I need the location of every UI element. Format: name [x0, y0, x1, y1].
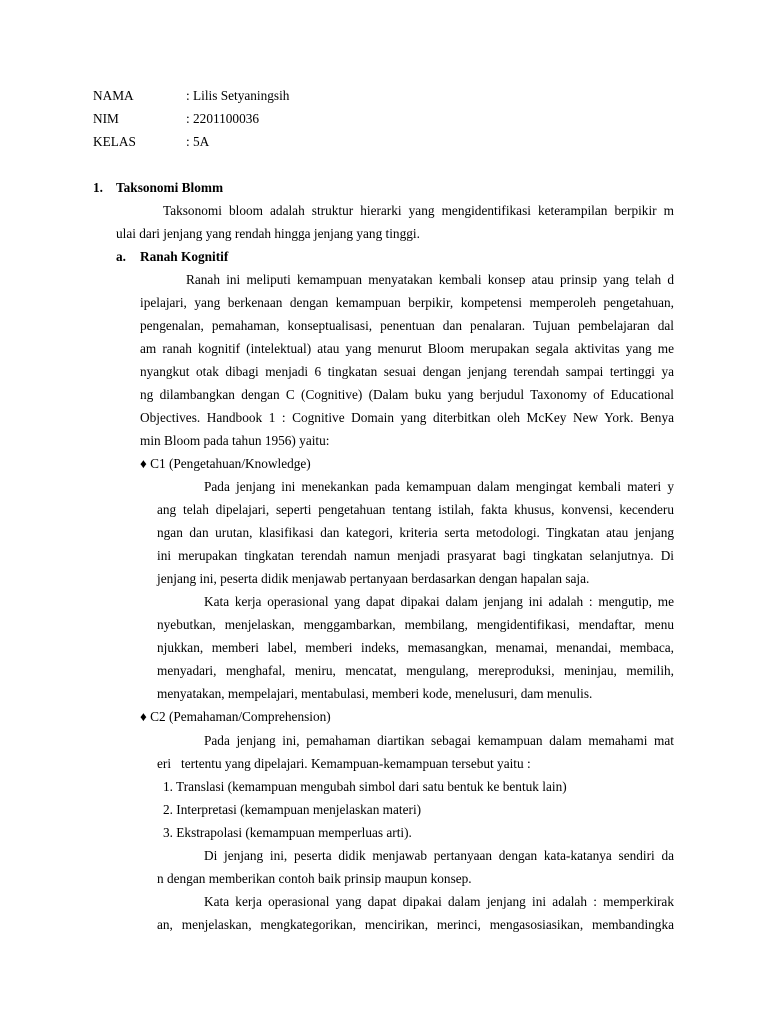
paragraph-line: min Bloom pada tahun 1956) yaitu: [140, 433, 330, 448]
paragraph-line: Pada jenjang ini, pemahaman diartikan sebagai kemampuan dalam memahami mat [204, 733, 674, 748]
paragraph-line: ng dilambangkan dengan C (Cognitive) (Dalam buku yang berjudul Taxonomy of Educational [140, 387, 674, 402]
paragraph-line: pengenalan, pemahaman, konseptualisasi, penentuan dan penalaran. Tujuan pembelajaran dal [140, 318, 674, 333]
paragraph-line: njukkan, memberi label, memberi indeks, memasangkan, menamai, menandai, membaca, [157, 640, 674, 655]
nim-value: : 2201100036 [186, 111, 260, 126]
section-number: 1. [93, 180, 103, 195]
paragraph-line: menyatakan, mempelajari, mentabulasi, memberi kode, menelusuri, dam menulis. [157, 686, 593, 701]
list-item: 1. Translasi (kemampuan mengubah simbol dari satu bentuk ke bentuk lain) [163, 779, 567, 794]
paragraph-line: menyadari, menghafal, meniru, mencatat, mengulang, mereproduksi, meninjau, memilih, [157, 663, 674, 678]
list-item: 3. Ekstrapolasi (kemampuan memperluas arti). [163, 825, 412, 840]
paragraph-line: Di jenjang ini, peserta didik menjawab pertanyaan dengan kata-katanya sendiri da [204, 848, 674, 863]
subsection-letter: a. [116, 249, 126, 264]
name-label: NAMA [93, 88, 134, 103]
paragraph-line: n dengan memberikan contoh baik prinsip maupun konsep. [157, 871, 472, 886]
paragraph-line: ngan dan urutan, klasifikasi dan kategori, kriteria serta metodologi. Tingkatan atau jenjang [157, 525, 674, 540]
c1-heading: ♦ C1 (Pengetahuan/Knowledge) [140, 456, 311, 471]
paragraph-line: jenjang ini, peserta didik menjawab pertanyaan berdasarkan dengan hapalan saja. [157, 571, 590, 586]
paragraph-line: Kata kerja operasional yang dapat dipakai dalam jenjang ini adalah : mengutip, me [204, 594, 674, 609]
intro-line: ulai dari jenjang yang rendah hingga jenjang yang tinggi. [116, 226, 420, 241]
list-item: 2. Interpretasi (kemampuan menjelaskan materi) [163, 802, 422, 817]
paragraph-line: ini merupakan tingkatan terendah namun menjadi prasyarat bagi tingkatan selanjutnya. Di [157, 548, 674, 563]
nim-label: NIM [93, 111, 119, 126]
paragraph-line: eri tertentu yang dipelajari. Kemampuan-kemampuan tersebut yaitu : [157, 756, 531, 771]
name-value: : Lilis Setyaningsih [186, 88, 290, 103]
paragraph-line: ang telah dipelajari, seperti pengetahuan tentang istilah, fakta khusus, konvensi, kecenderu [157, 502, 674, 517]
paragraph-line: Pada jenjang ini menekankan pada kemampuan dalam mengingat kembali materi y [204, 479, 674, 494]
section-title: Taksonomi Blomm [116, 180, 224, 195]
intro-line: Taksonomi bloom adalah struktur hierarki yang mengidentifikasi keterampilan berpikir m [163, 203, 674, 218]
paragraph-line: Ranah ini meliputi kemampuan menyatakan kembali konsep atau prinsip yang telah d [186, 272, 674, 287]
paragraph-line: am ranah kognitif (intelektual) atau yang menurut Bloom merupakan segala aktivitas yang me [140, 341, 674, 356]
paragraph-line: an, menjelaskan, mengkategorikan, mencirikan, merinci, mengasosiasikan, membandingka [157, 917, 674, 932]
class-label: KELAS [93, 134, 136, 149]
class-value: : 5A [186, 134, 210, 149]
paragraph-line: ipelajari, yang berkenaan dengan kemampuan berpikir, kompetensi memperoleh pengetahuan, [140, 295, 674, 310]
paragraph-line: nyebutkan, menjelaskan, menggambarkan, membilang, mengidentifikasi, mendaftar, menu [157, 617, 674, 632]
paragraph-line: Objectives. Handbook 1 : Cognitive Domain yang diterbitkan oleh McKey New York. Benya [140, 410, 674, 425]
subsection-title: Ranah Kognitif [140, 249, 229, 264]
paragraph-line: nyangkut otak dibagi menjadi 6 tingkatan sesuai dengan jenjang terendah sampai tertinggi ya [140, 364, 674, 379]
paragraph-line: Kata kerja operasional yang dapat dipakai dalam jenjang ini adalah : memperkirak [204, 894, 674, 909]
c2-heading: ♦ C2 (Pemahaman/Comprehension) [140, 709, 331, 724]
